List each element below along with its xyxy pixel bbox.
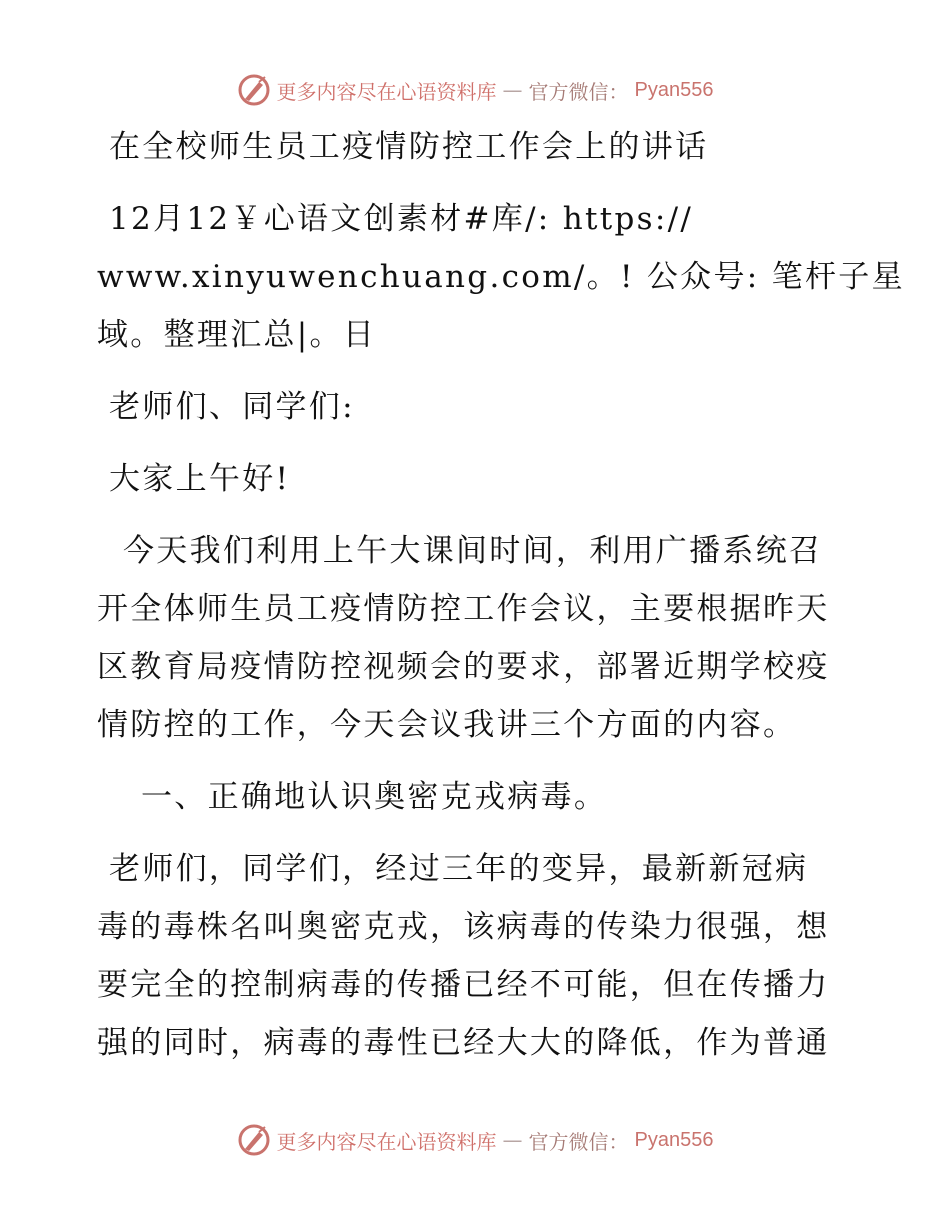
quill-pen-logo-icon <box>237 1123 271 1157</box>
watermark-wechat-id: Pyan556 <box>634 1128 714 1151</box>
watermark-wechat-id: Pyan556 <box>634 78 714 101</box>
quill-pen-logo-icon <box>237 73 271 107</box>
paragraph-line: 情防控的工作，今天会议我讲三个方面的内容。 <box>97 707 797 743</box>
watermark-dash: — <box>502 78 523 102</box>
greeting: 大家上午好! <box>109 461 291 497</box>
document-title: 在全校师生员工疫情防控工作会上的讲话 <box>109 129 709 165</box>
watermark-banner-top <box>0 70 950 110</box>
watermark-official-text: 官方微信： <box>528 79 629 104</box>
watermark-brand-text: 更多内容尽在心语资料库 <box>276 1129 497 1154</box>
paragraph-line: 毒的毒株名叫奥密克戎，该病毒的传染力很强，想 <box>97 909 830 945</box>
watermark-banner-bottom <box>0 1120 950 1160</box>
meta-line: 域。整理汇总|。日 <box>97 317 377 353</box>
watermark-official-text: 官方微信： <box>528 1129 629 1154</box>
paragraph-line: 强的同时，病毒的毒性已经大大的降低，作为普通 <box>97 1025 830 1061</box>
paragraph-line: 开全体师生员工疫情防控工作会议，主要根据昨天 <box>97 591 830 627</box>
watermark-dash: — <box>502 1128 523 1152</box>
section-heading: 一、正确地认识奥密克戎病毒。 <box>141 779 608 815</box>
watermark-brand-text: 更多内容尽在心语资料库 <box>276 79 497 104</box>
salutation: 老师们、同学们: <box>109 389 355 425</box>
paragraph-line: 老师们，同学们，经过三年的变异，最新新冠病 <box>109 851 809 887</box>
document-body <box>97 118 905 1072</box>
meta-line: www.xinyuwenchuang.com/。! 公众号: 笔杆子星 <box>97 259 905 295</box>
meta-line: 12月12￥心语文创素材#库/: https:// <box>109 201 694 237</box>
paragraph-line: 要完全的控制病毒的传播已经不可能，但在传播力 <box>97 967 830 1003</box>
paragraph-line: 今天我们利用上午大课间时间，利用广播系统召 <box>123 533 823 569</box>
paragraph-line: 区教育局疫情防控视频会的要求，部署近期学校疫 <box>97 649 830 685</box>
